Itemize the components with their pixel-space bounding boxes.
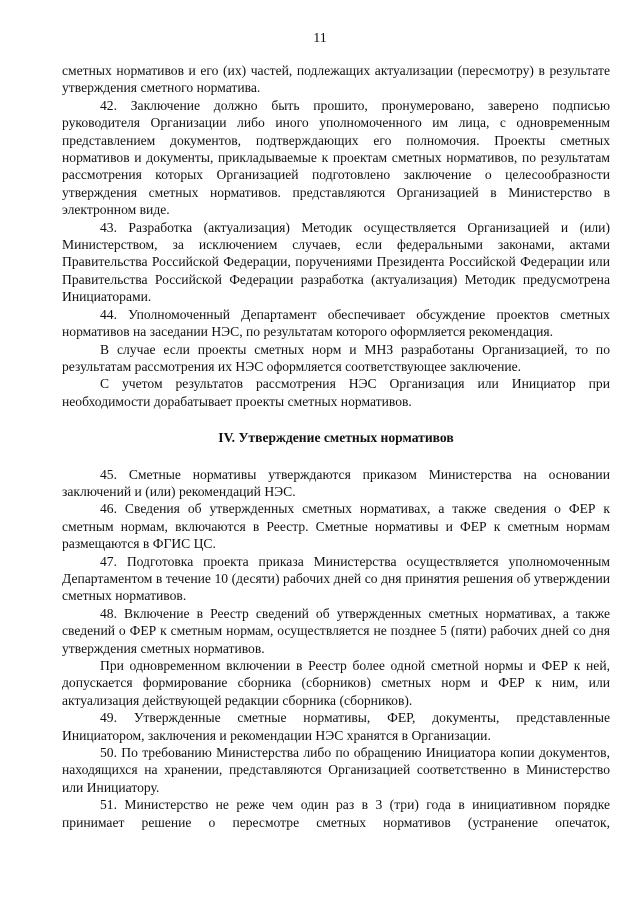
document-body: [62, 62, 610, 831]
paragraph: 50. По требованию Министерства либо по обращению Инициатора копии документов, находящихся на хранении, представляются Организацией соответственно в Министерство или Инициатору.: [62, 745, 610, 795]
paragraph: 45. Сметные нормативы утверждаются приказом Министерства на основании заключений и (или) рекомендаций НЭС.: [62, 466, 610, 499]
paragraphs-before-heading: [62, 62, 610, 410]
paragraph: 43. Разработка (актуализация) Методик осуществляется Организацией и (или) Министерством, за исключением случаев, если федеральными законами, актами Правительства Российской Федерации, поручениями Президента Российской Федерации или Правительства Российской Федерации разработка (актуализация) Методик предусмотрена Инициаторами.: [62, 219, 610, 305]
paragraph: 42. Заключение должно быть прошито, пронумеровано, заверено подписью руководителя Организации либо иного уполномоченного им лица, с одновременным представлением документов, подтверждающих его полномочия. Проекты сметных нормативов и документы, прикладываемые к проектам сметных нормативов, по результатам рассмотрения которых Организацией подготовлено заключение о целесообразности утверждения сметных нормативов. представляются Организацией в Министерство в электронном виде.: [62, 97, 610, 218]
paragraph: 46. Сведения об утвержденных сметных нормативах, а также сведения о ФЕР к сметным нормам, включаются в Реестр. Сметные нормативы и ФЕР к сметным нормам размещаются в ФГИС ЦС.: [62, 501, 610, 552]
paragraph: 48. Включение в Реестр сведений об утвержденных сметных нормативах, а также сведений о ФЕР к сметным нормам, осуществляется не позднее 5 (пяти) рабочих дней со дня утверждения сметных нормативов.: [62, 605, 610, 656]
paragraphs-after-heading: [62, 466, 610, 832]
section-heading: IV. Утверждение сметных нормативов: [218, 430, 454, 446]
paragraph: 44. Уполномоченный Департамент обеспечивает обсуждение проектов сметных нормативов на заседании НЭС, по результатам которого оформляется рекомендация.: [62, 306, 610, 340]
paragraph: сметных нормативов и его (их) частей, подлежащих актуализации (пересмотру) в результате утверждения сметного норматива.: [62, 63, 610, 96]
page-number: 11: [313, 31, 327, 46]
paragraph: 49. Утвержденные сметные нормативы, ФЕР, документы, представленные Инициатором, заключения и рекомендации НЭС хранятся в Организации.: [62, 710, 610, 743]
paragraph: 51. Министерство не реже чем один раз в 3 (три) года в инициативном порядке принимает решение о пересмотре сметных нормативов (устранение опечаток,: [62, 797, 610, 830]
paragraph: При одновременном включении в Реестр более одной сметной нормы и ФЕР к ней, допускается формирование сборника (сборников) сметных норм и ФЕР к ним, или актуализация действующей редакции сборника (сборников).: [62, 658, 610, 708]
paragraph: В случае если проекты сметных норм и МНЗ разработаны Организацией, то по результатам рассмотрения их НЭС оформляется соответствующее заключение.: [62, 341, 610, 374]
paragraph: 47. Подготовка проекта приказа Министерства осуществляется уполномоченным Департаментом в течение 10 (десяти) рабочих дней со дня принятия решения об утверждении сметных нормативов.: [62, 553, 610, 604]
paragraph: С учетом результатов рассмотрения НЭС Организация или Инициатор при необходимости дорабатывает проекты сметных нормативов.: [62, 376, 610, 409]
